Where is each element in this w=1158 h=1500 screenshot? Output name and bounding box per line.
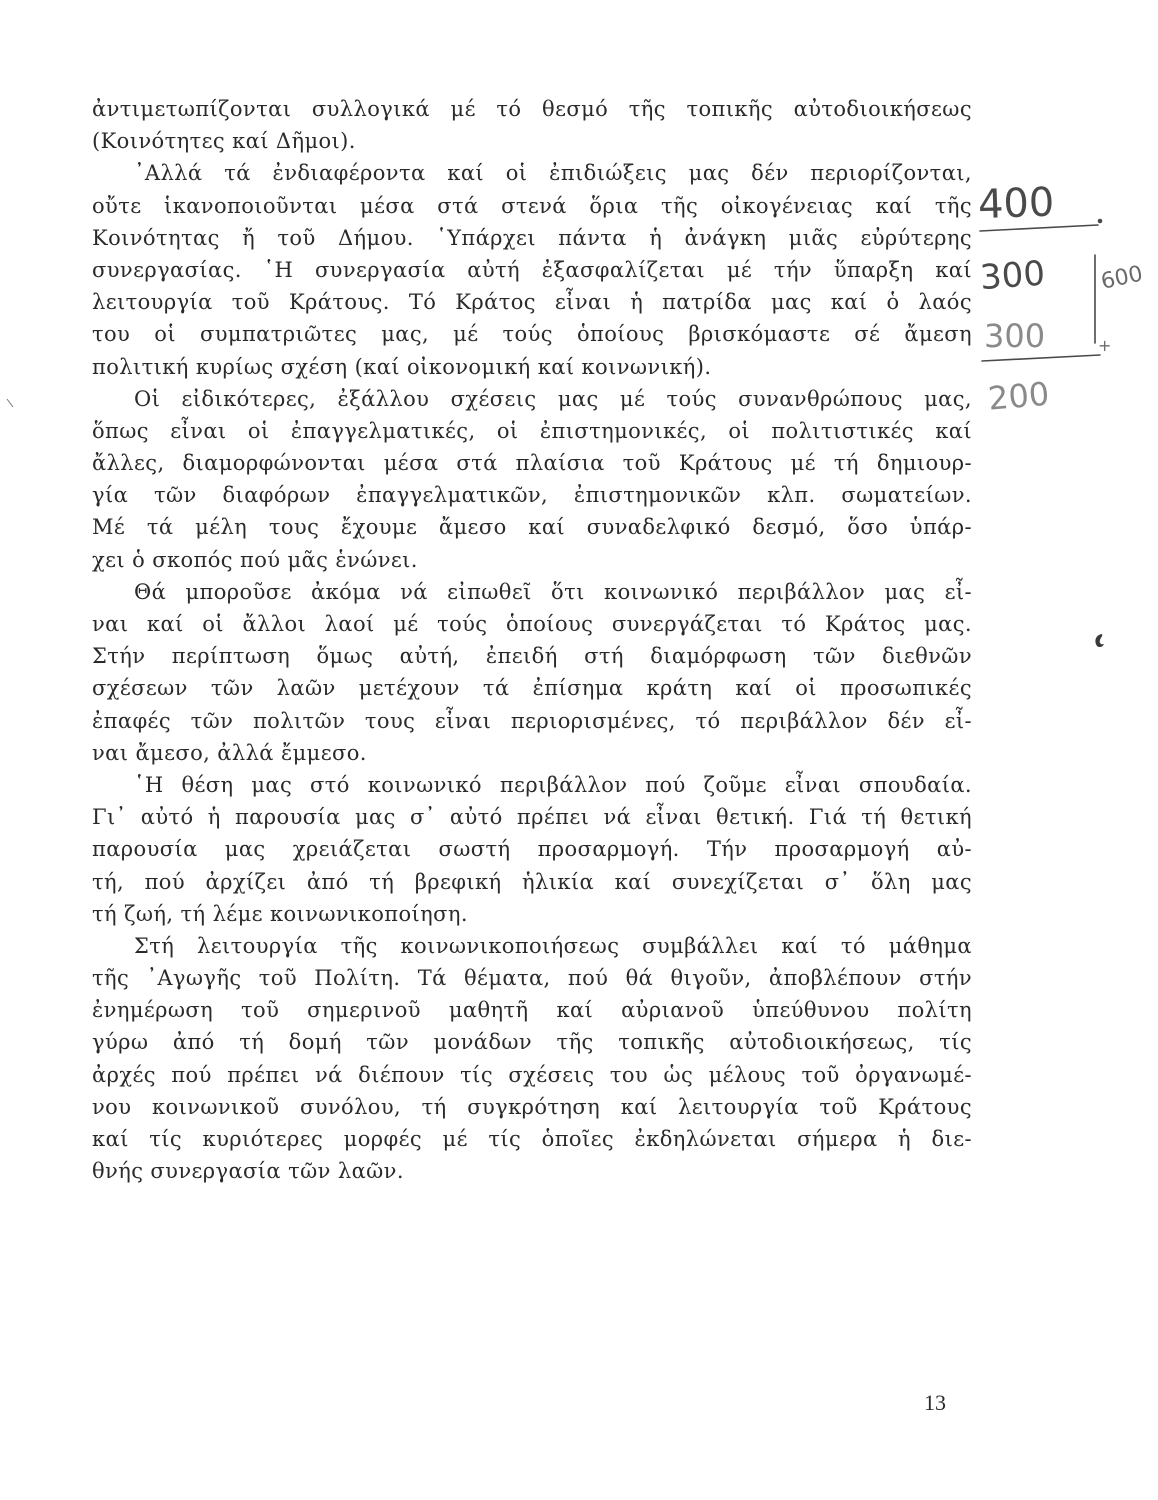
text-line: πολιτική κυρίως σχέση (καί οἰκονομική καί κοινωνική). [92, 354, 712, 379]
text-line: Κοινότητας ἤ τοῦ Δήμου. ῾Υπάρχει πάντα ἡ ἀνάγκη μιᾶς εὐρύτερης [92, 225, 972, 250]
text-line: ῾Η θέση μας στό κοινωνικό περιβάλλον πού ζοῦμε εἶναι σπουδαία. [134, 772, 972, 797]
ink-blot-mark [1092, 632, 1106, 650]
page-number: 13 [924, 1390, 946, 1415]
text-line: Θά μποροῦσε ἀκόμα νά εἰπωθεῖ ὅτι κοινωνικό περιβάλλον μας εἶ- [134, 579, 972, 604]
text-line: ὅπως εἶναι οἱ ἐπαγγελματικές, οἱ ἐπιστημονικές, οἱ πολιτιστικές καί [92, 418, 972, 443]
handwritten-margin-notes [960, 175, 1150, 445]
text-line: συνεργασίας. ῾Η συνεργασία αὐτή ἐξασφαλίζεται μέ τήν ὕπαρξη καί [92, 257, 972, 282]
text-line: λειτουργία τοῦ Κράτους. Τό Κράτος εἶναι ἡ πατρίδα μας καί ὁ λαός [92, 290, 972, 315]
text-line: γύρω ἀπό τή δομή τῶν μονάδων τῆς τοπικῆς αὐτοδιοικήσεως, τίς [92, 1030, 972, 1055]
body-text [92, 93, 972, 1187]
text-line: ναι ἄμεσο, ἀλλά ἔμμεσο. [92, 740, 367, 765]
text-line: θνής συνεργασία τῶν λαῶν. [92, 1159, 404, 1184]
text-line: τή, πού ἀρχίζει ἀπό τή βρεφική ἡλικία καί συνεχίζεται σ᾿ ὅλη μας [92, 869, 972, 894]
text-line: (Κοινότητες καί Δῆμοι). [92, 129, 356, 154]
text-line: ἄλλες, διαμορφώνονται μέσα στά πλαίσια τοῦ Κράτους μέ τή δημιουρ- [92, 451, 972, 476]
margin-note-400: 400 [977, 179, 1056, 229]
text-line: σχέσεων τῶν λαῶν μετέχουν τά ἐπίσημα κράτη καί οἱ προσωπικές [92, 676, 972, 701]
text-line: ἀντιμετωπίζονται συλλογικά μέ τό θεσμό τῆς τοπικῆς αὐτοδιοικήσεως [92, 97, 972, 121]
text-line: οὔτε ἱκανοποιοῦνται μέσα στά στενά ὅρια τῆς οἰκογένειας καί τῆς [92, 193, 972, 218]
margin-note-300-first: 300 [978, 253, 1047, 299]
text-line: τή ζωή, τή λέμε κοινωνικοποίηση. [92, 901, 468, 926]
margin-note-300-second: 300 [984, 317, 1046, 355]
text-line: παρουσία μας χρειάζεται σωστή προσαρμογή. Τήν προσαρμογή αὐ- [92, 837, 972, 862]
text-line: Γι᾿ αὐτό ἡ παρουσία μας σ᾿ αὐτό πρέπει νά εἶναι θετική. Γιά τή θετική [92, 805, 972, 830]
text-line: νου κοινωνικοῦ συνόλου, τή συγκρότηση καί λειτουργία τοῦ Κράτους [92, 1094, 972, 1119]
margin-tick-mark [6, 393, 14, 403]
text-line: Στή λειτουργία τῆς κοινωνικοποιήσεως συμβάλλει καί τό μάθημα [134, 933, 972, 958]
text-line: Οἱ εἰδικότερες, ἐξάλλου σχέσεις μας μέ τούς συνανθρώπους μας, [134, 386, 972, 411]
margin-note-600: 600 [1098, 261, 1146, 295]
plus-mark: + [1098, 336, 1112, 355]
text-line: ἐνημέρωση τοῦ σημερινοῦ μαθητῆ καί αὐριανοῦ ὑπεύθυνου πολίτη [92, 998, 972, 1023]
text-line: χει ὁ σκοπός πού μᾶς ἑνώνει. [92, 547, 418, 572]
text-line: Στήν περίπτωση ὅμως αὐτή, ἐπειδή στή διαμόρφωση τῶν διεθνῶν [92, 644, 972, 669]
text-line: τῆς ᾿Αγωγῆς τοῦ Πολίτη. Τά θέματα, πού θά θιγοῦν, ἀποβλέπουν στήν [92, 966, 972, 991]
text-line: του οἱ συμπατριῶτες μας, μέ τούς ὁποίους βρισκόμαστε σέ ἄμεση [92, 322, 972, 347]
margin-note-200: 200 [986, 374, 1051, 418]
text-line: γία τῶν διαφόρων ἐπαγγελματικῶν, ἐπιστημονικῶν κλπ. σωματείων. [92, 483, 972, 508]
text-line: ᾿Αλλά τά ἐνδιαφέροντα καί οἱ ἐπιδιώξεις μας δέν περιορίζονται, [134, 161, 972, 186]
text-line: καί τίς κυριότερες μορφές μέ τίς ὁποῖες ἐκδηλώνεται σήμερα ἡ διε- [92, 1127, 972, 1151]
text-line: ἀρχές πού πρέπει νά διέπουν τίς σχέσεις του ὡς μέλους τοῦ ὀργανωμέ- [92, 1062, 972, 1087]
text-line: Μέ τά μέλη τους ἔχουμε ἄμεσο καί συναδελφικό δεσμό, ὅσο ὑπάρ- [92, 515, 972, 540]
text-line: ἐπαφές τῶν πολιτῶν τους εἶναι περιορισμένες, τό περιβάλλον δέν εἶ- [92, 708, 972, 733]
sum-line [982, 355, 1100, 361]
text-line: ναι καί οἱ ἄλλοι λαοί μέ τούς ὁποίους συνεργάζεται τό Κράτος μας. [92, 612, 972, 636]
